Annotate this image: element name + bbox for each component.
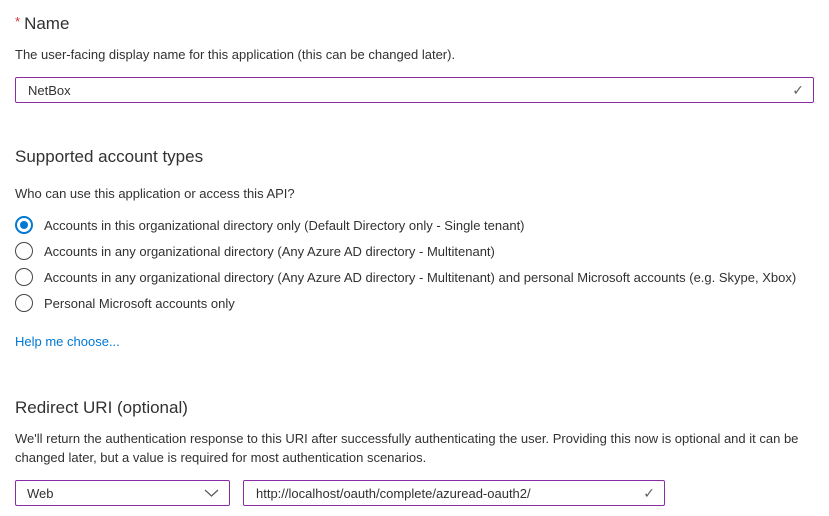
name-input[interactable]	[16, 78, 813, 102]
radio-option-single-tenant[interactable]	[15, 212, 814, 238]
radio-unselected-icon	[15, 242, 33, 260]
name-section-title	[15, 11, 814, 35]
chevron-down-icon	[204, 489, 219, 497]
radio-unselected-icon	[15, 294, 33, 312]
name-section-title-text: Name	[24, 14, 70, 33]
redirect-uri-row	[15, 480, 814, 506]
help-me-choose-link[interactable]: Help me choose...	[15, 334, 120, 349]
platform-select-value: Web	[27, 485, 54, 501]
radio-unselected-icon	[15, 268, 33, 286]
account-types-question: Who can use this application or access this API?	[15, 186, 295, 201]
radio-option-multitenant[interactable]	[15, 238, 814, 264]
redirect-uri-input[interactable]	[244, 481, 664, 505]
radio-option-label: Accounts in any organizational directory (Any Azure AD directory - Multitenant) and personal Microsoft accounts (e.g. Skype, Xbox)	[44, 269, 797, 285]
radio-selected-icon	[15, 216, 33, 234]
platform-select[interactable]	[15, 480, 230, 506]
radio-option-label: Personal Microsoft accounts only	[44, 295, 235, 311]
radio-option-multitenant-personal[interactable]	[15, 264, 814, 290]
radio-dot	[20, 221, 28, 229]
account-types-title: Supported account types	[15, 147, 204, 166]
radio-dot	[20, 247, 28, 255]
radio-option-label: Accounts in any organizational directory (Any Azure AD directory - Multitenant)	[44, 243, 495, 259]
radio-dot	[20, 273, 28, 281]
redirect-uri-title: Redirect URI (optional)	[15, 398, 188, 417]
name-description: The user-facing display name for this application (this can be changed later).	[15, 47, 456, 62]
name-field-wrapper	[15, 77, 814, 103]
redirect-uri-description: We'll return the authentication response to this URI after successfully authenticating the user. Providing this now is optional and it can be changed later, but a value is required for most authentication scenarios.	[15, 431, 799, 465]
valid-check-icon: ✓	[792, 82, 804, 98]
account-types-radio-group	[15, 212, 814, 316]
radio-option-label: Accounts in this organizational directory only (Default Directory only - Single tenant)	[44, 217, 525, 233]
redirect-uri-field-wrapper	[243, 480, 665, 506]
radio-dot	[20, 299, 28, 307]
valid-check-icon: ✓	[643, 485, 655, 501]
radio-option-personal-only[interactable]	[15, 290, 814, 316]
required-asterisk: *	[15, 14, 21, 29]
